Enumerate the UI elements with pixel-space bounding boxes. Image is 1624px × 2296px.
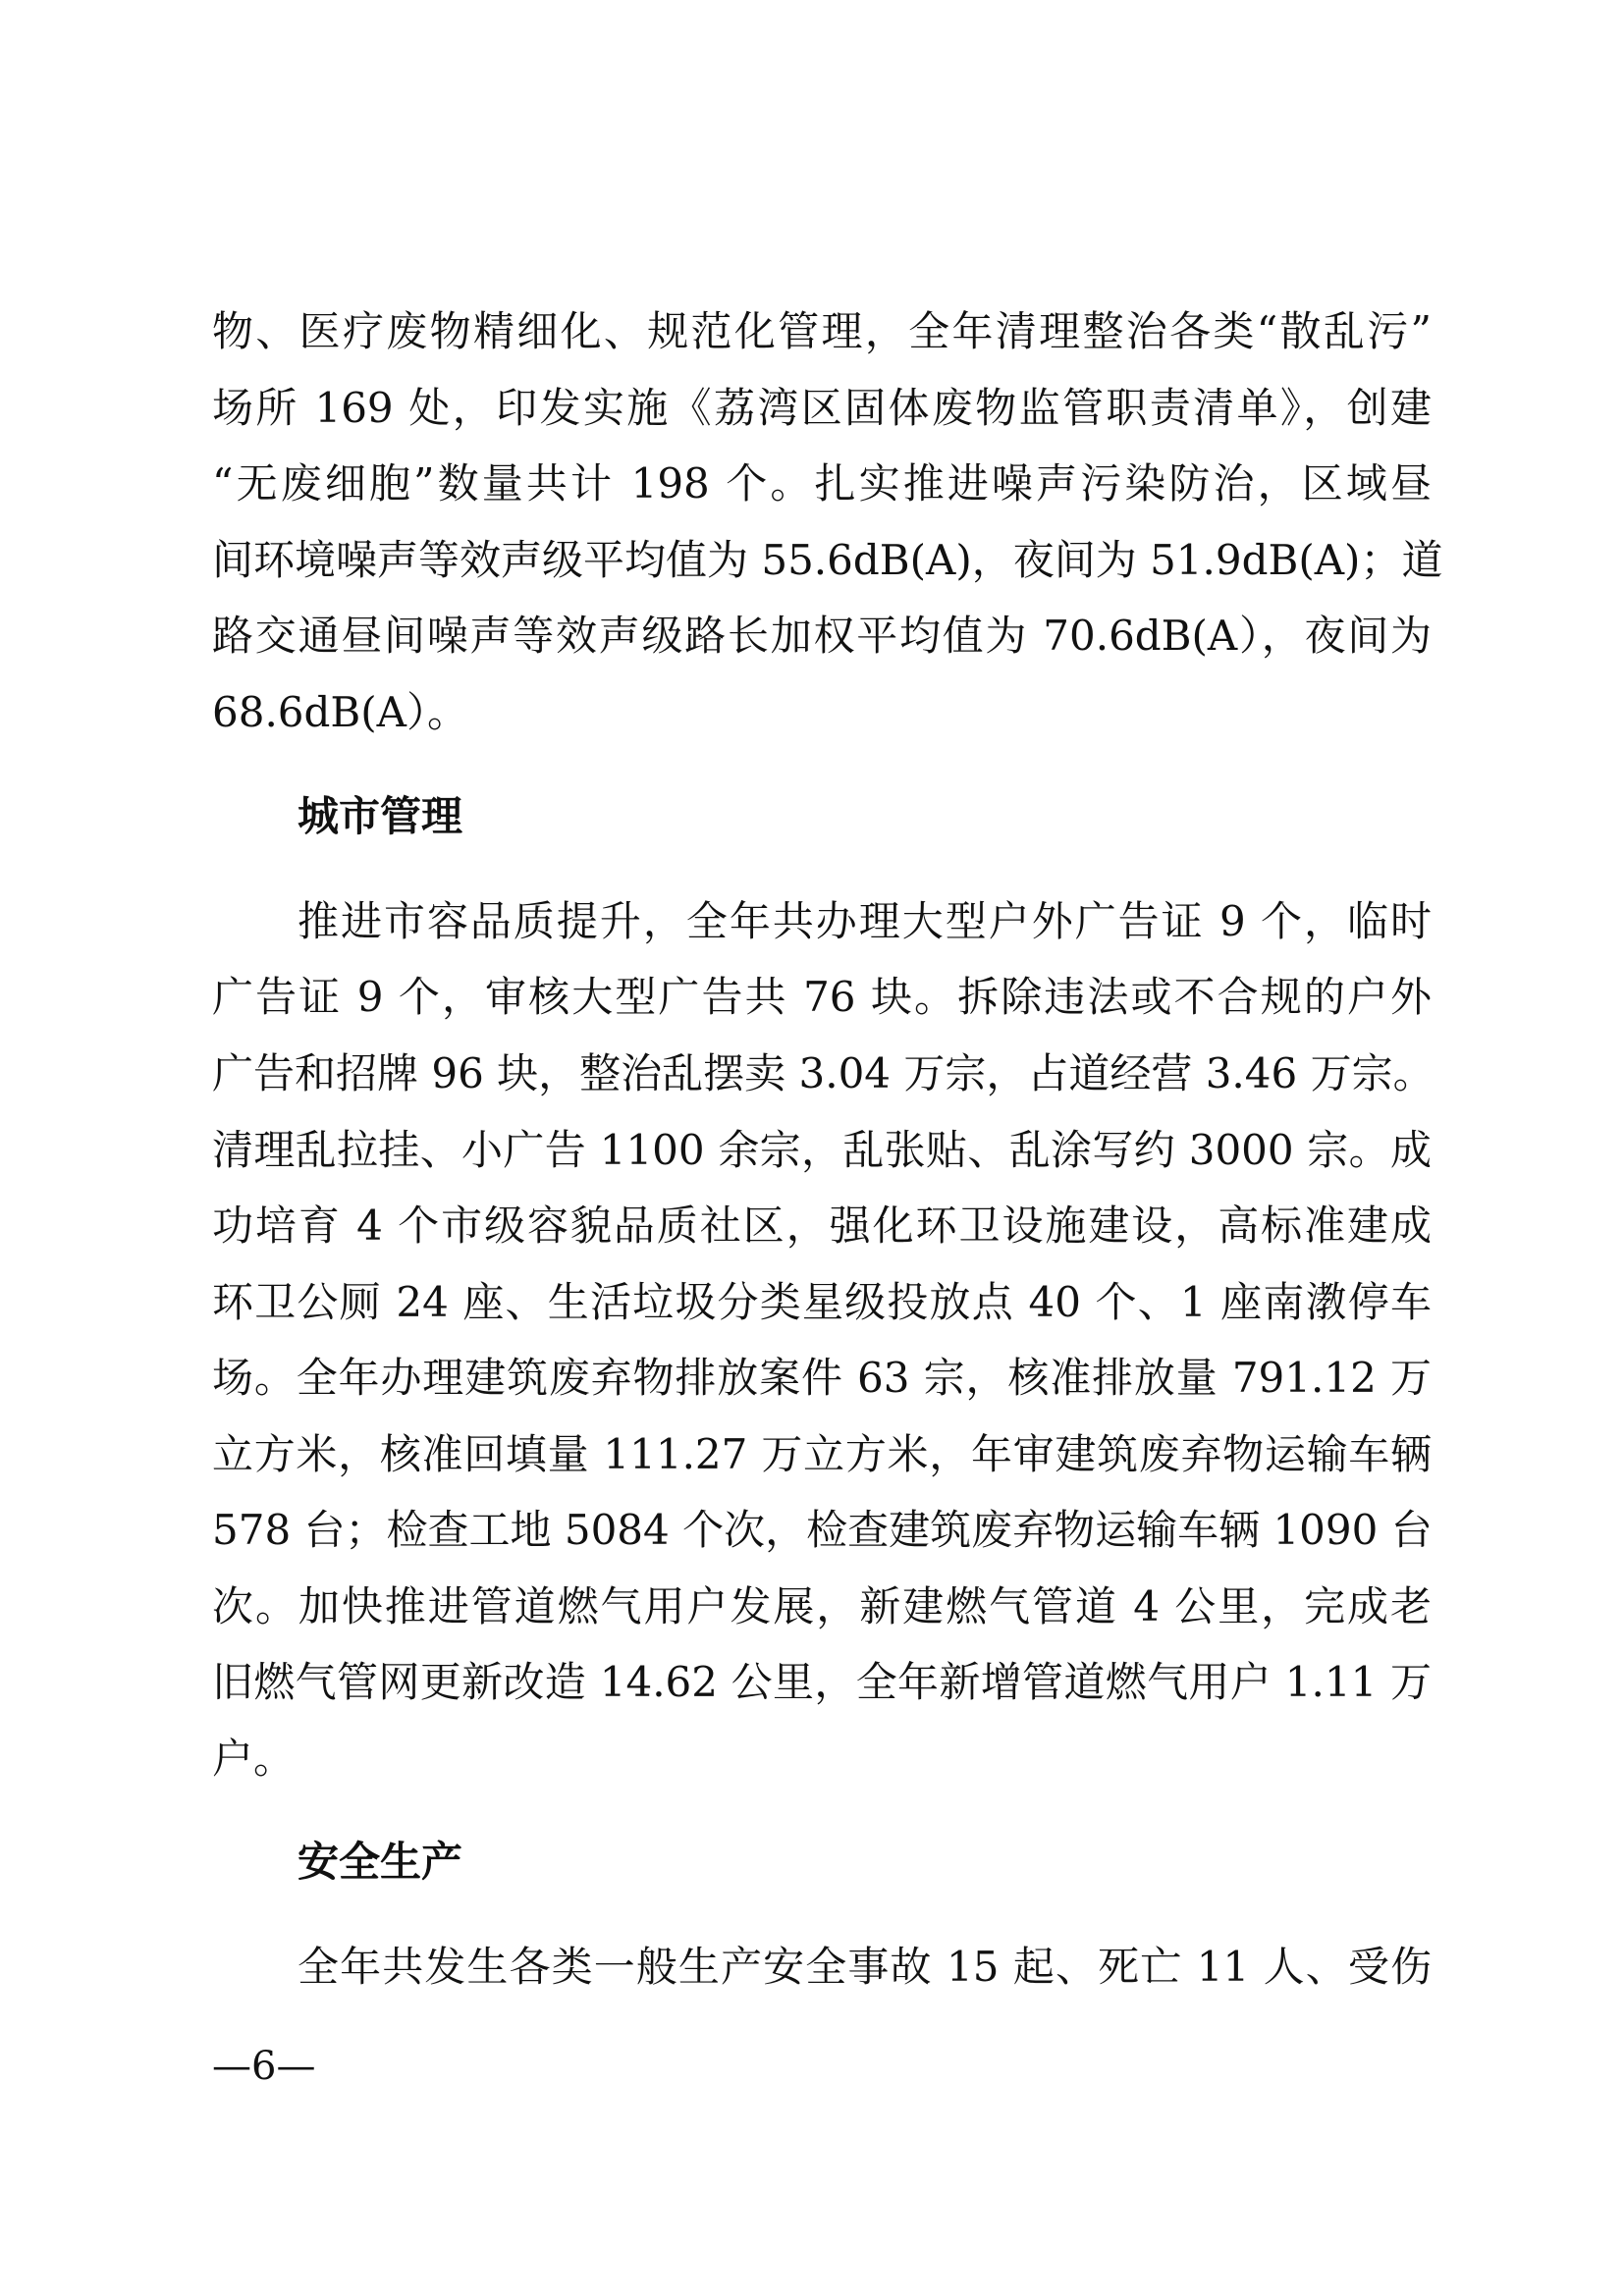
page-number: —6—: [212, 2044, 316, 2089]
paragraph-line: 物、医疗废物精细化、规范化管理，全年清理整治各类“散乱污”: [212, 307, 1432, 355]
section-heading-safety-production: 安全生产: [298, 1838, 463, 1886]
paragraph-line: 推进市容品质提升，全年共办理大型户外广告证 9 个，临时: [298, 897, 1432, 945]
paragraph-line: “无废细胞”数量共计 198 个。扎实推进噪声污染防治，区域昼: [212, 459, 1432, 507]
paragraph-line: 次。加快推进管道燃气用户发展，新建燃气管道 4 公里，完成老: [212, 1582, 1432, 1630]
paragraph-line: 户。: [212, 1735, 296, 1783]
paragraph-line: 全年共发生各类一般生产安全事故 15 起、死亡 11 人、受伤: [298, 1943, 1432, 1991]
paragraph-line: 立方米，核准回填量 111.27 万立方米，年审建筑废弃物运输车辆: [212, 1430, 1432, 1478]
paragraph-line: 广告和招牌 96 块，整治乱摆卖 3.04 万宗，占道经营 3.46 万宗。: [212, 1049, 1435, 1097]
paragraph-line: 578 台；检查工地 5084 个次，检查建筑废弃物运输车辆 1090 台: [212, 1506, 1433, 1554]
paragraph-line: 清理乱拉挂、小广告 1100 余宗，乱张贴、乱涂写约 3000 宗。成: [212, 1126, 1432, 1174]
paragraph-line: 环卫公厕 24 座、生活垃圾分类星级投放点 40 个、1 座南漖停车: [212, 1278, 1432, 1326]
paragraph-line: 广告证 9 个，审核大型广告共 76 块。拆除违法或不合规的户外: [212, 973, 1432, 1021]
paragraph-line: 旧燃气管网更新改造 14.62 公里，全年新增管道燃气用户 1.11 万: [212, 1658, 1432, 1706]
paragraph-line: 68.6dB(A）。: [212, 688, 468, 736]
paragraph-line: 间环境噪声等效声级平均值为 55.6dB(A)，夜间为 51.9dB(A)；道: [212, 536, 1443, 584]
paragraph-line: 场所 169 处，印发实施《荔湾区固体废物监管职责清单》，创建: [212, 384, 1432, 432]
paragraph-line: 功培育 4 个市级容貌品质社区，强化环卫设施建设，高标准建成: [212, 1201, 1432, 1250]
paragraph-line: 场。全年办理建筑废弃物排放案件 63 宗，核准排放量 791.12 万: [212, 1354, 1432, 1402]
paragraph-line: 路交通昼间噪声等效声级路长加权平均值为 70.6dB(A），夜间为: [212, 612, 1432, 660]
section-heading-city-management: 城市管理: [298, 792, 463, 840]
